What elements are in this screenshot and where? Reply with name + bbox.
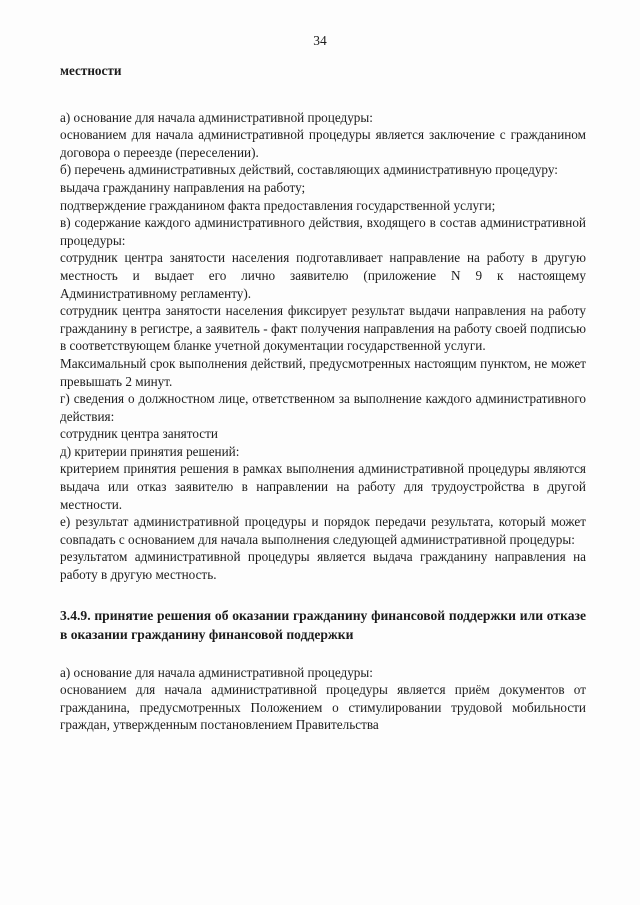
section-heading-3-4-9: 3.4.9. принятие решения об оказании гражданину финансовой поддержки или отказе в оказании гражданину финансовой поддержки	[60, 607, 586, 642]
section-paragraph-a-text: основанием для начала административной процедуры является приём документов от гражданина, предусмотренных Положением о стимулировании трудовой мобильности граждан, утвержденным постановлением Правительства	[60, 682, 586, 733]
page-number: 34	[313, 33, 327, 48]
document-body	[60, 62, 586, 734]
paragraph-e-title: е) результат административной процедуры и порядок передачи результата, который может совпадать с основанием для начала выполнения следующей административной процедуры:	[60, 514, 586, 547]
paragraph-g-text: сотрудник центра занятости	[60, 426, 218, 442]
paragraph-g-title: г) сведения о должностном лице, ответственном за выполнение каждого административного действия:	[60, 391, 586, 424]
paragraph-d-text: критерием принятия решения в рамках выполнения административной процедуры являются выдача или отказ заявителю в направлении на работу для трудоустройства в другой местности.	[60, 461, 586, 512]
continued-heading: местности	[60, 63, 122, 78]
paragraph-c-text-1: сотрудник центра занятости населения подготавливает направление на работу в другую местность и выдает его лично заявителю (приложение N 9 к настоящему Административному регламенту).	[60, 250, 586, 301]
paragraph-d-title: д) критерии принятия решений:	[60, 443, 240, 459]
paragraph-c-title: в) содержание каждого административного действия, входящего в состав административной процедуры:	[60, 215, 586, 248]
paragraph-b-title: б) перечень административных действий, составляющих административную процедуру:	[60, 162, 558, 178]
paragraph-c-text-3: Максимальный срок выполнения действий, предусмотренных настоящим пунктом, не может превышать 2 минут.	[60, 355, 586, 389]
paragraph-e-text: результатом административной процедуры является выдача гражданину направления на работу в другую местность.	[60, 549, 586, 583]
paragraph-b-item-2: подтверждение гражданином факта предоставления государственной услуги;	[60, 197, 496, 213]
section-paragraph-a-title: а) основание для начала административной процедуры:	[60, 664, 373, 680]
paragraph-b-item-1: выдача гражданину направления на работу;	[60, 179, 306, 195]
paragraph-a-title: а) основание для начала административной процедуры:	[60, 109, 373, 125]
paragraph-c-text-2: сотрудник центра занятости населения фиксирует результат выдачи направления на работу гражданину в регистре, а заявитель - факт получения направления на работу своей подписью в соответствующем бланке учетной документации государственной услуги.	[60, 303, 586, 354]
paragraph-a-text: основанием для начала административной процедуры является заключение с гражданином договора о переезде (переселении).	[60, 127, 586, 160]
